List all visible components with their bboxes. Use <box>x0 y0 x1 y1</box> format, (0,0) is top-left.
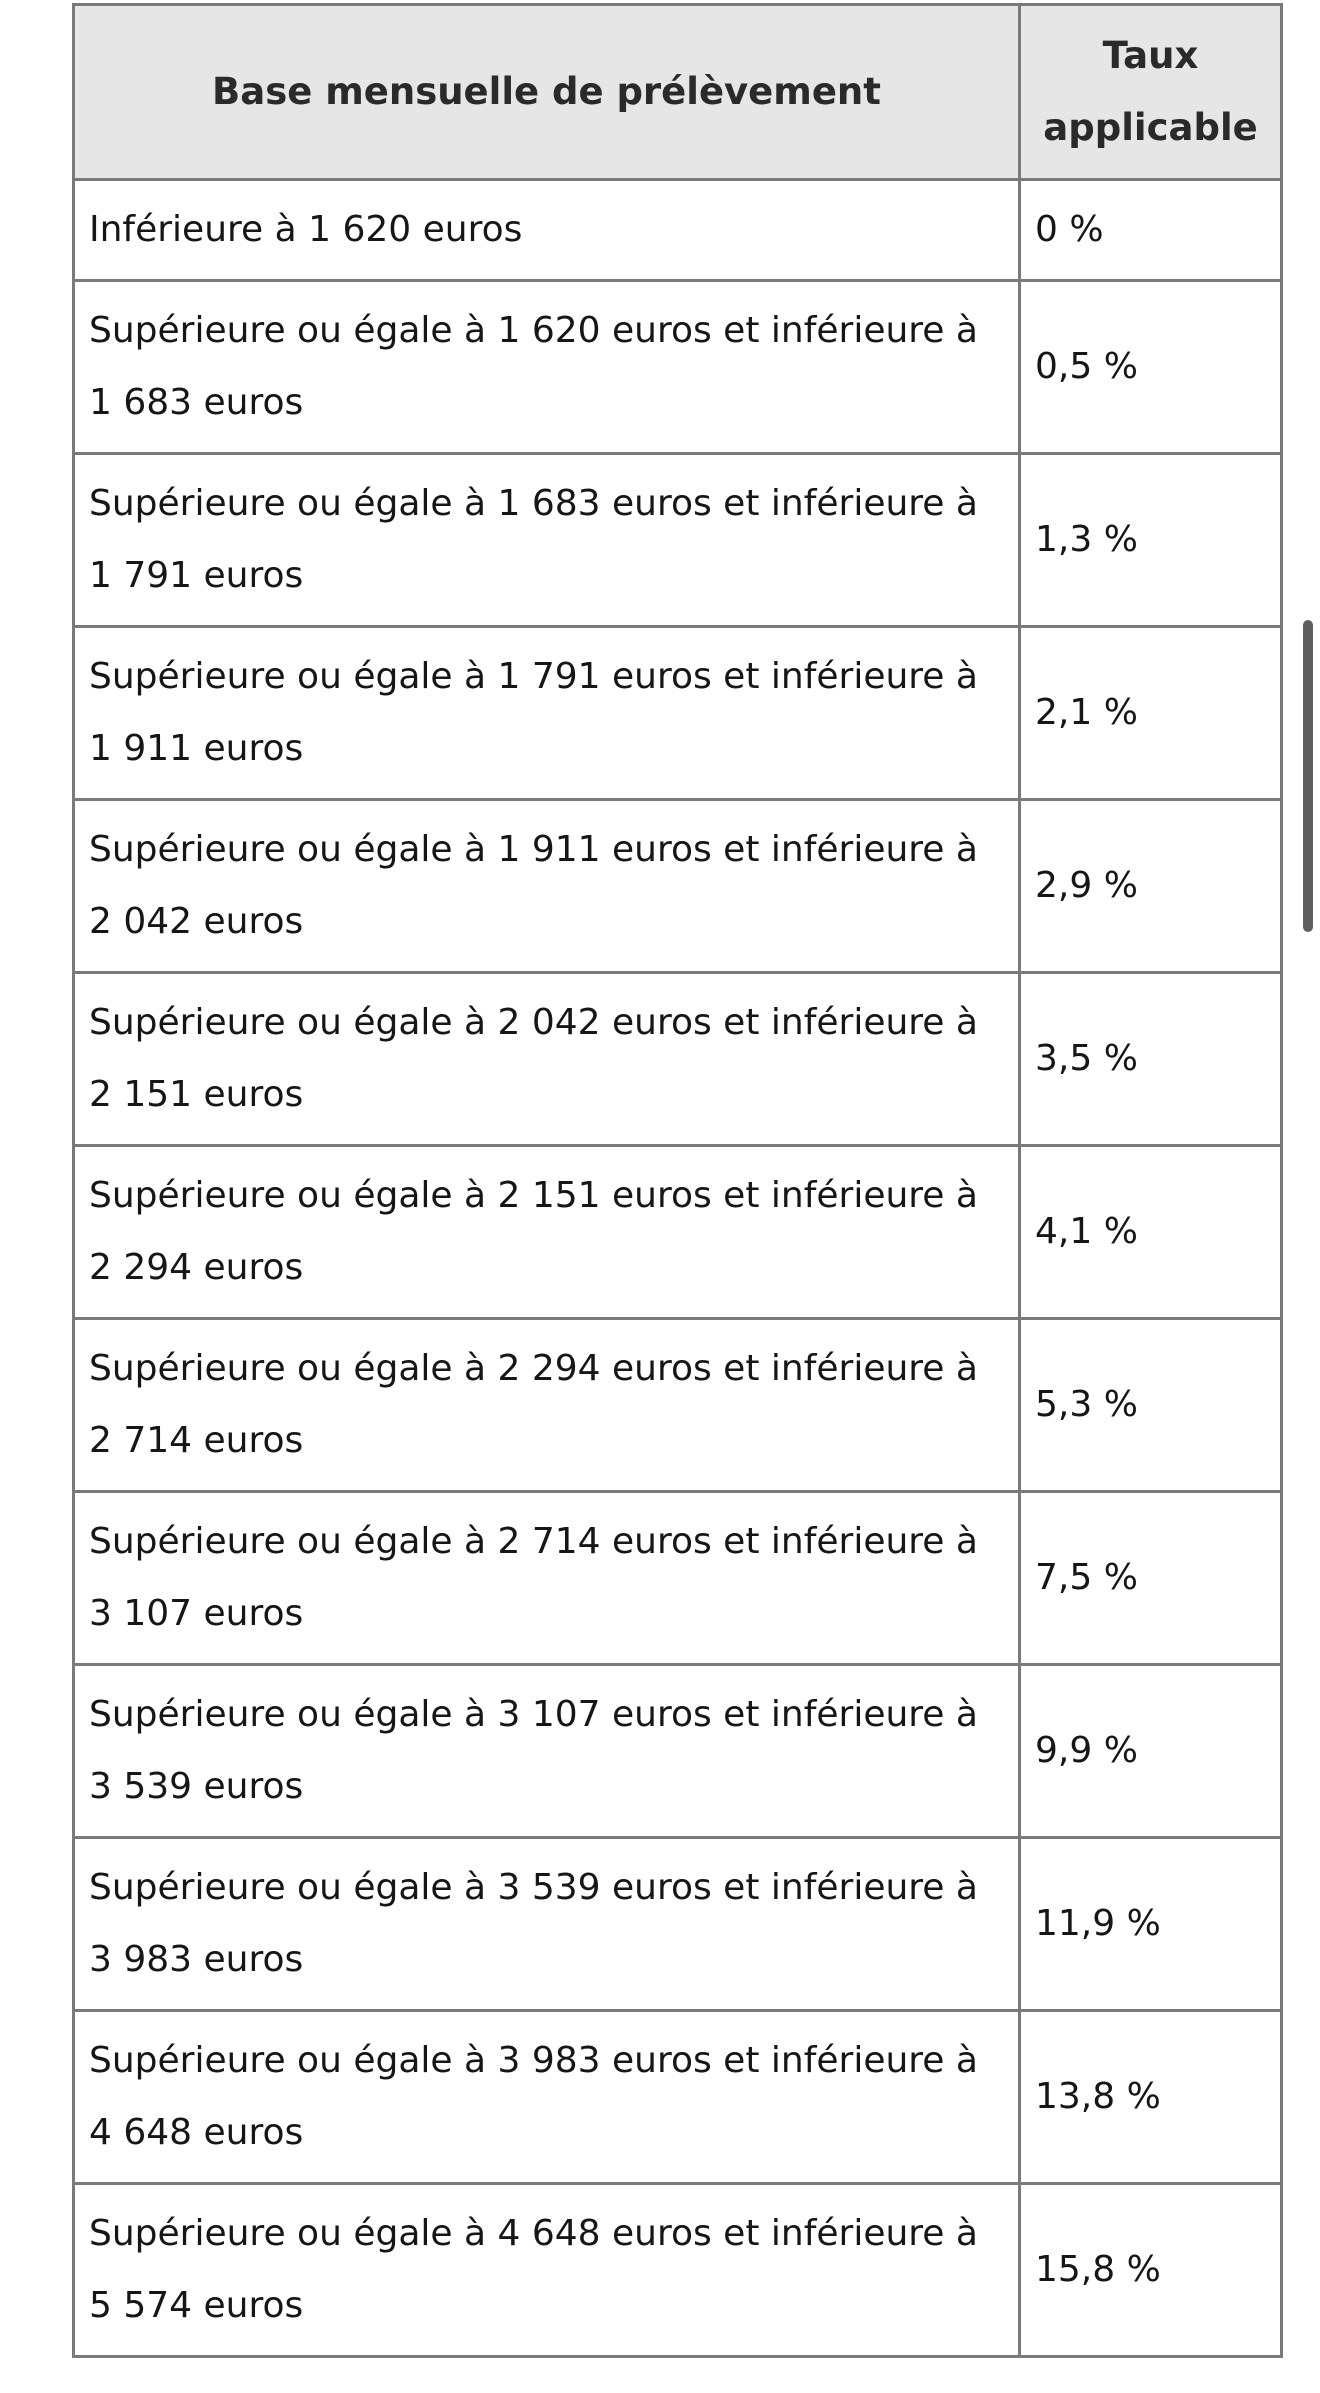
cell-rate: 5,3 % <box>1020 1319 1282 1492</box>
cell-base: Supérieure ou égale à 4 648 euros et inférieure à 5 574 euros <box>74 2184 1020 2357</box>
cell-base: Supérieure ou égale à 3 539 euros et inférieure à 3 983 euros <box>74 1838 1020 2011</box>
cell-base: Supérieure ou égale à 1 791 euros et inférieure à 1 911 euros <box>74 627 1020 800</box>
cell-rate: 0 % <box>1020 180 1282 281</box>
cell-base: Supérieure ou égale à 3 983 euros et inférieure à 4 648 euros <box>74 2011 1020 2184</box>
cell-base: Supérieure ou égale à 2 042 euros et inférieure à 2 151 euros <box>74 973 1020 1146</box>
table-row <box>74 800 1282 973</box>
cell-rate: 2,9 % <box>1020 800 1282 973</box>
table-row <box>74 2011 1282 2184</box>
table-row <box>74 1146 1282 1319</box>
cell-base: Supérieure ou égale à 2 714 euros et inférieure à 3 107 euros <box>74 1492 1020 1665</box>
tax-rate-table <box>72 3 1283 2358</box>
cell-base: Supérieure ou égale à 1 683 euros et inférieure à 1 791 euros <box>74 454 1020 627</box>
header-base: Base mensuelle de prélèvement <box>74 5 1020 180</box>
tax-rate-table-container <box>72 3 1280 2358</box>
table-row <box>74 627 1282 800</box>
cell-rate: 7,5 % <box>1020 1492 1282 1665</box>
cell-base: Supérieure ou égale à 1 911 euros et inférieure à 2 042 euros <box>74 800 1020 973</box>
cell-base: Supérieure ou égale à 3 107 euros et inférieure à 3 539 euros <box>74 1665 1020 1838</box>
cell-rate: 2,1 % <box>1020 627 1282 800</box>
cell-rate: 1,3 % <box>1020 454 1282 627</box>
table-row <box>74 973 1282 1146</box>
cell-rate: 0,5 % <box>1020 281 1282 454</box>
cell-rate: 13,8 % <box>1020 2011 1282 2184</box>
cell-rate: 15,8 % <box>1020 2184 1282 2357</box>
table-row <box>74 1319 1282 1492</box>
header-rate: Taux applicable <box>1020 5 1282 180</box>
cell-rate: 11,9 % <box>1020 1838 1282 2011</box>
table-row <box>74 180 1282 281</box>
table-header-row <box>74 5 1282 180</box>
table-row <box>74 1665 1282 1838</box>
cell-base: Supérieure ou égale à 2 151 euros et inférieure à 2 294 euros <box>74 1146 1020 1319</box>
cell-base: Supérieure ou égale à 2 294 euros et inférieure à 2 714 euros <box>74 1319 1020 1492</box>
cell-rate: 4,1 % <box>1020 1146 1282 1319</box>
table-row <box>74 281 1282 454</box>
table-row <box>74 2184 1282 2357</box>
cell-base: Inférieure à 1 620 euros <box>74 180 1020 281</box>
cell-rate: 9,9 % <box>1020 1665 1282 1838</box>
cell-base: Supérieure ou égale à 1 620 euros et inférieure à 1 683 euros <box>74 281 1020 454</box>
vertical-scrollbar[interactable] <box>1303 620 1313 932</box>
table-row <box>74 454 1282 627</box>
table-row <box>74 1492 1282 1665</box>
table-row <box>74 1838 1282 2011</box>
cell-rate: 3,5 % <box>1020 973 1282 1146</box>
